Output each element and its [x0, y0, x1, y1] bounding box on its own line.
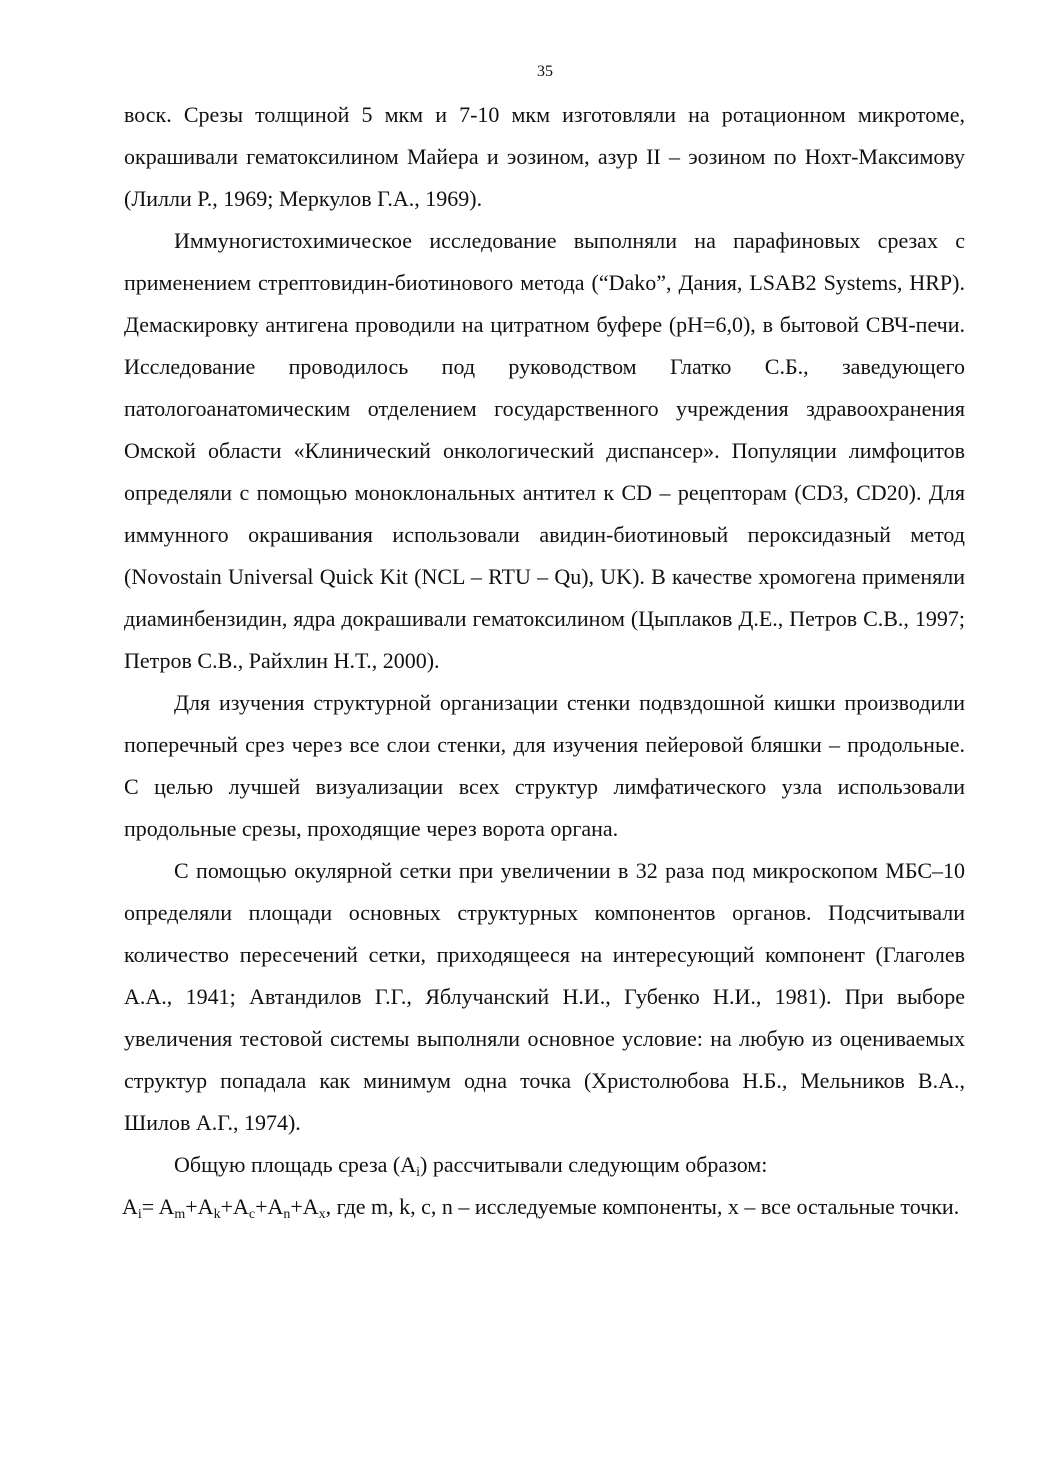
formula-subscript: k [213, 1207, 221, 1222]
subscript-i: i [416, 1165, 420, 1180]
paragraph-5-start: Общую площадь среза (A [174, 1152, 417, 1177]
paragraph-2: Иммуногистохимическое исследование выполняли на парафиновых срезах с применением стрептовидин-биотинового метода (“Dako”, Дания, LSAB2 Systems, HRP). Демаскировку антигена проводили на цитратном буфере (pH=6,0), в бытовой СВЧ-печи. Исследование проводилось под руководством Глатко С.Б., заведующего патологоанатомическим отделением государственного учреждения здравоохранения Омской области «Клинический онкологический диспансер». Популяции лимфоцитов определяли с помощью моноклональных антител к CD – рецепторам (CD3, CD20). Для иммунного окрашивания использовали авидин-биотиновый пероксидазный метод (Novostain Universal Quick Kit (NCL – RTU – Qu), UK). В качестве хромогена применяли диаминбензидин, ядра докрашивали гематоксилином (Цыплаков Д.Е., Петров С.В., 1997; Петров С.В., Райхлин Н.Т., 2000). [124, 228, 965, 673]
formula-term: = A [141, 1194, 175, 1219]
paragraph-4: С помощью окулярной сетки при увеличении в 32 раза под микроскопом МБС–10 определяли площади основных структурных компонентов органов. Подсчитывали количество пересечений сетки, приходящееся на интересующий компонент (Глаголев А.А., 1941; Автандилов Г.Г., Яблучанский Н.И., Губенко Н.И., 1981). При выборе увеличения тестовой системы выполняли основное условие: на любую из оцениваемых структур попадала как минимум одна точка (Христолюбова Н.Б., Мельников В.А., Шилов А.Г., 1974). [124, 858, 965, 1135]
paragraph-3: Для изучения структурной организации стенки подвздошной кишки производили поперечный срез через все слои стенки, для изучения пейеровой бляшки – продольные. С целью лучшей визуализации всех структур лимфатического узла использовали продольные срезы, проходящие через ворота органа. [124, 690, 965, 841]
formula-term: +A [255, 1194, 284, 1219]
area-formula [122, 1186, 965, 1228]
formula-term: +A [185, 1194, 214, 1219]
formula-subscript: m [174, 1207, 186, 1222]
body-text [124, 94, 965, 1228]
formula-term: A [122, 1194, 138, 1219]
formula-term: +A [220, 1194, 249, 1219]
formula-description: , где m, k, c, n – исследуемые компоненты, x – все остальные точки. [325, 1194, 960, 1219]
formula-subscript: x [318, 1207, 326, 1222]
paragraph-5 [124, 1144, 965, 1186]
formula-term: +A [290, 1194, 319, 1219]
paragraph-5-end: ) рассчитывали следующим образом: [420, 1152, 768, 1177]
formula-subscript: c [248, 1207, 256, 1222]
page-number: 35 [537, 63, 553, 80]
formula-subscript: n [283, 1207, 291, 1222]
paragraph-1: воск. Срезы толщиной 5 мкм и 7-10 мкм изготовляли на ротационном микротоме, окрашивали гематоксилином Майера и эозином, азур II – эозином по Нохт-Максимову (Лилли Р., 1969; Меркулов Г.А., 1969). [124, 102, 965, 211]
formula-subscript: i [137, 1207, 142, 1222]
